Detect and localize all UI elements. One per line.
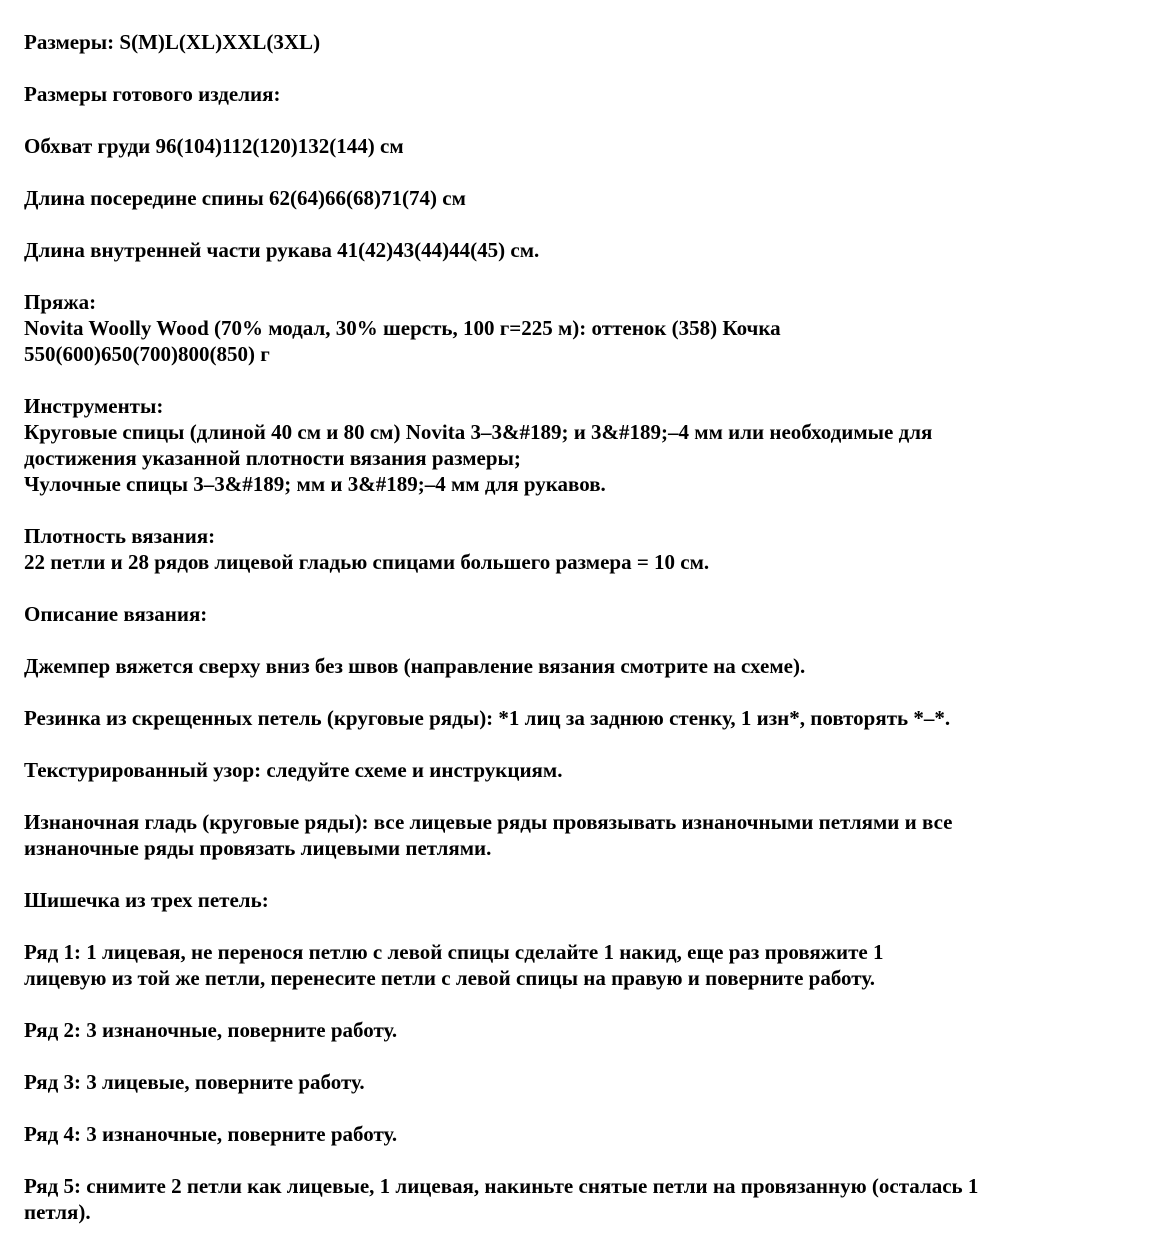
text-line: изнаночные ряды провязать лицевыми петлями. [24,836,492,860]
text-line: Круговые спицы (длиной 40 см и 80 см) Novita 3–3&#189; и 3&#189;–4 мм или необходимые для [24,420,933,444]
description-heading [24,601,1135,627]
text-line: Длина внутренней части рукава 41(42)43(44)44(45) см. [24,238,540,262]
text-line: достижения указанной плотности вязания размеры; [24,446,521,470]
text-line: петля). [24,1200,91,1224]
text-line: Ряд 1: 1 лицевая, не перенося петлю с левой спицы сделайте 1 накид, еще раз провяжите 1 [24,940,884,964]
row-2 [24,1017,1135,1043]
text-line: Novita Woolly Wood (70% модал, 30% шерсть, 100 г=225 м): оттенок (358) Кочка [24,316,781,340]
text-line: Инструменты: [24,394,164,418]
texture-pattern-note [24,757,1135,783]
text-line: Шишечка из трех петель: [24,888,269,912]
text-line: Ряд 3: 3 лицевые, поверните работу. [24,1070,365,1094]
text-line: лицевую из той же петли, перенесите петли с левой спицы на правую и поверните работу. [24,966,875,990]
text-line: Изнаночная гладь (круговые ряды): все лицевые ряды провязывать изнаночными петлями и все [24,810,953,834]
text-line: Пряжа: [24,290,97,314]
text-line: Ряд 5: снимите 2 петли как лицевые, 1 лицевая, накиньте снятые петли на провязанную (осталась 1 [24,1174,979,1198]
text-line: Резинка из скрещенных петель (круговые ряды): *1 лиц за заднюю стенку, 1 изн*, повторять *–*. [24,706,951,730]
row-1 [24,939,1135,991]
text-line: Плотность вязания: [24,524,216,548]
sizes-heading [24,29,1135,55]
bobble-heading [24,887,1135,913]
text-line: Длина посередине спины 62(64)66(68)71(74) см [24,186,466,210]
reverse-stockinette-note [24,809,1135,861]
text-line: Чулочные спицы 3–3&#189; мм и 3&#189;–4 мм для рукавов. [24,472,606,496]
row-5 [24,1173,1135,1225]
text-line: Ряд 2: 3 изнаночные, поверните работу. [24,1018,398,1042]
sleeve-length [24,237,1135,263]
back-length [24,185,1135,211]
text-line: Размеры готового изделия: [24,82,281,106]
text-line: Текстурированный узор: следуйте схеме и инструкциям. [24,758,563,782]
text-line: Описание вязания: [24,602,208,626]
text-line: Джемпер вяжется сверху вниз без швов (направление вязания смотрите на схеме). [24,654,806,678]
text-line: Размеры: S(M)L(XL)XXL(3XL) [24,30,321,54]
tools-section [24,393,1135,497]
chest-measurement [24,133,1135,159]
yarn-section [24,289,1135,367]
text-line: 550(600)650(700)800(850) г [24,342,270,366]
text-line: Ряд 4: 3 изнаночные, поверните работу. [24,1122,398,1146]
rib-stitch-note [24,705,1135,731]
gauge-section [24,523,1135,575]
text-line: 22 петли и 28 рядов лицевой гладью спицами большего размера = 10 см. [24,550,710,574]
row-3 [24,1069,1135,1095]
row-4 [24,1121,1135,1147]
construction-note [24,653,1135,679]
finished-sizes-heading [24,81,1135,107]
text-line: Обхват груди 96(104)112(120)132(144) см [24,134,404,158]
